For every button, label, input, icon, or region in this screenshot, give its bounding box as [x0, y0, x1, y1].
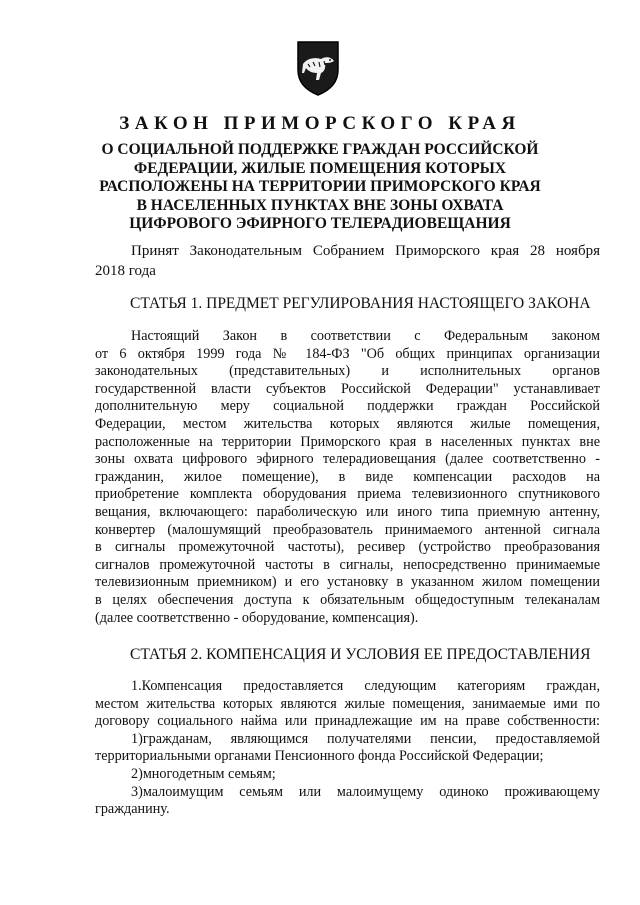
subtitle-line: РАСПОЛОЖЕНЫ НА ТЕРРИТОРИИ ПРИМОРСКОГО КРАЯ: [99, 178, 541, 195]
text-line: (далее соответственно - оборудование, компенсация).: [95, 609, 419, 626]
text-line: от 6 октября 1999 года № 184-ФЗ "Об общих принципах организации: [95, 345, 600, 362]
text-line: приобретение комплекта оборудования приема телевизионного спутникового: [95, 486, 600, 503]
text-line: 1)гражданам, являющимся получателями пенсии, предоставляемой: [131, 730, 600, 747]
text-line: Настоящий Закон в соответствии с Федеральным законом: [131, 328, 600, 344]
coat-of-arms-emblem: [295, 40, 341, 96]
text-line: дополнительную меру социальной поддержки граждан Российской: [95, 398, 600, 415]
text-line: в целях обеспечения доступа к обязательным общедоступным телеканалам: [95, 591, 600, 608]
text-line: государственной власти субъектов Российской Федерации" устанавливает: [95, 380, 600, 397]
adoption-note: [95, 242, 600, 281]
text-line: гражданин, жилое помещение), в виде компенсации расходов на: [95, 468, 600, 485]
article-2-body: [95, 678, 600, 819]
text-line: в сигналы промежуточной частоты), ресивер (устройство преобразования: [95, 539, 600, 556]
text-line: 3)малоимущим семьям или малоимущему одиноко проживающему: [131, 783, 600, 800]
text-line: конвертер (малошумящий преобразователь принимаемого антенной сигнала: [95, 521, 600, 538]
text-line: законодательных (представительных) и исполнительных органов: [95, 363, 600, 380]
text-line: зоны охвата цифрового эфирного телерадиовещания (далее соответственно -: [95, 451, 600, 468]
text-line: гражданину.: [95, 801, 170, 818]
text-line: договору социального найма или принадлежащие им на праве собственности:: [95, 713, 600, 730]
article-2-heading: СТАТЬЯ 2. КОМПЕНСАЦИЯ И УСЛОВИЯ ЕЕ ПРЕДОСТАВЛЕНИЯ: [130, 646, 591, 663]
subtitle-line: В НАСЕЛЕННЫХ ПУНКТАХ ВНЕ ЗОНЫ ОХВАТА: [136, 196, 504, 214]
text-line: 1.Компенсация предоставляется следующим категориям граждан,: [131, 678, 600, 694]
article-1-body: [95, 328, 600, 627]
text-line: Федерации, местом жительства которых являются жилые помещения,: [95, 415, 600, 432]
text-line: 2)многодетным семьям;: [131, 765, 276, 782]
law-title: ЗАКОН ПРИМОРСКОГО КРАЯ: [119, 113, 521, 134]
subtitle-line: ЦИФРОВОГО ЭФИРНОГО ТЕЛЕРАДИОВЕЩАНИЯ: [129, 215, 511, 232]
adoption-note-line: 2018 года: [95, 262, 156, 279]
text-line: территориальными органами Пенсионного фонда Российской Федерации;: [95, 748, 544, 765]
text-line: телевизионным приемником) и его установку в указанном жилом помещении: [95, 574, 600, 591]
subtitle-line: ФЕДЕРАЦИИ, ЖИЛЫЕ ПОМЕЩЕНИЯ КОТОРЫХ: [133, 159, 507, 177]
text-line: вещания, включающего: параболическую или иного типа приемную антенну,: [95, 503, 600, 520]
law-subtitle: [80, 141, 560, 234]
text-line: местом жительства которых являются жилые помещения, занимаемые ими по: [95, 695, 600, 712]
article-1-heading: СТАТЬЯ 1. ПРЕДМЕТ РЕГУЛИРОВАНИЯ НАСТОЯЩЕГО ЗАКОНА: [130, 295, 591, 312]
text-line: сигналов промежуточной частоты в сигналы, непосредственно принимаемые: [95, 556, 600, 573]
subtitle-line: О СОЦИАЛЬНОЙ ПОДДЕРЖКЕ ГРАЖДАН РОССИЙСКОЙ: [101, 141, 539, 158]
text-line: расположенные на территории Приморского края в населенных пунктах вне: [95, 433, 600, 450]
adoption-note-line: Принят Законодательным Собранием Приморского края 28 ноября: [131, 243, 600, 259]
